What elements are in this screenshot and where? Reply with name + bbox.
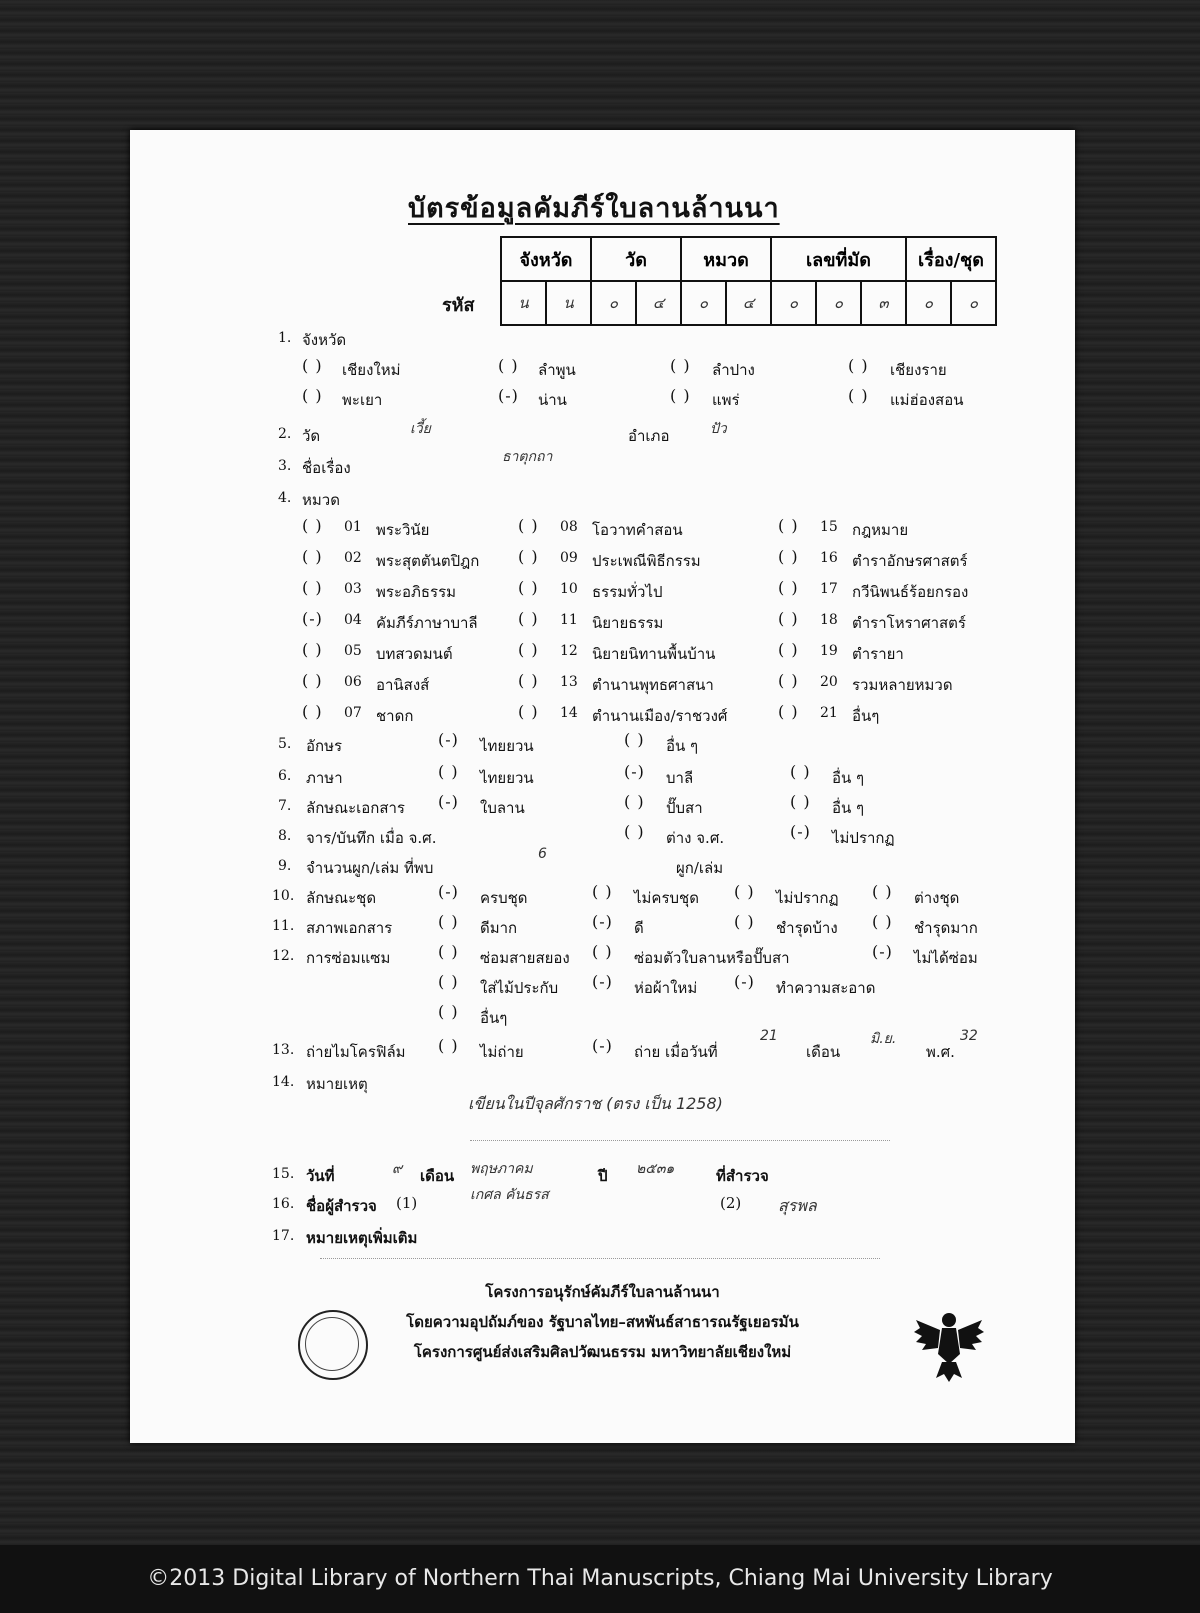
microfilm-label: ถ่ายไมโครฟิล์ม [306, 1043, 406, 1061]
category-checkbox[interactable]: ( ) [518, 702, 539, 721]
remarks-value: เขียนในปีจุลศักราช (ตรง เป็น 1258) [468, 1094, 723, 1113]
month-label: เดือน [806, 1043, 841, 1061]
item-number: 17. [272, 1228, 295, 1244]
category-checkbox[interactable]: ( ) [778, 702, 799, 721]
checkbox[interactable]: ( ) [670, 356, 691, 375]
district-label: อำเภอ [628, 427, 670, 445]
checkbox[interactable]: ( ) [734, 882, 755, 901]
category-checkbox[interactable]: ( ) [518, 640, 539, 659]
code-cell: ๔ [636, 281, 681, 325]
footer-line-1: โครงการอนุรักษ์คัมภีร์ใบลานล้านนา [485, 1283, 720, 1301]
category-label: หมวด [302, 491, 340, 509]
category-code: 09 [560, 550, 578, 566]
option-label: ไทยยวน [480, 769, 534, 787]
category-checkbox[interactable]: ( ) [302, 702, 323, 721]
category-label: บทสวดมนต์ [376, 645, 453, 663]
card-title: บัตรข้อมูลคัมภีร์ใบลานล้านนา [408, 193, 780, 224]
month-label: เดือน [420, 1167, 455, 1185]
code-cell: ๐ [681, 281, 726, 325]
category-label: อื่นๆ [852, 707, 880, 725]
option-label: อื่น ๆ [832, 769, 865, 787]
category-code: 02 [344, 550, 362, 566]
microfilm-year: 32 [960, 1028, 978, 1044]
inscription-date-label: จาร/บันทึก เมื่อ จ.ศ. [306, 829, 437, 847]
option-label: ครบชุด [480, 889, 528, 907]
condition-label: สภาพเอกสาร [306, 919, 393, 937]
checkbox[interactable]: ( ) [592, 882, 613, 901]
category-label: กฎหมาย [852, 521, 909, 539]
category-code: 15 [820, 519, 838, 535]
checkbox[interactable]: (-) [438, 792, 459, 811]
option-label: อื่น ๆ [832, 799, 865, 817]
surveyor-2-name: สุรพล [778, 1196, 817, 1215]
item-number: 1. [278, 330, 292, 346]
item-number: 8. [278, 828, 292, 844]
checkbox[interactable]: ( ) [848, 386, 869, 405]
footer-line-3: โครงการศูนย์ส่งเสริมศิลปวัฒนธรรม มหาวิทยาลัยเชียงใหม่ [413, 1343, 792, 1361]
category-checkbox[interactable]: ( ) [778, 671, 799, 690]
category-checkbox[interactable]: ( ) [518, 609, 539, 628]
checkbox[interactable]: (-) [592, 972, 613, 991]
option-label: บาลี [666, 769, 694, 787]
checkbox[interactable]: ( ) [624, 730, 645, 749]
category-checkbox[interactable]: (-) [302, 609, 323, 628]
code-cell: ๔ [726, 281, 771, 325]
checkbox[interactable]: ( ) [438, 912, 459, 931]
category-code: 14 [560, 705, 578, 721]
surveyor-number: (1) [396, 1194, 418, 1212]
category-code: 01 [344, 519, 362, 535]
category-checkbox[interactable]: ( ) [778, 609, 799, 628]
checkbox[interactable]: (-) [498, 386, 519, 405]
district-value: ปัว [710, 421, 727, 437]
language-label: ภาษา [306, 769, 343, 787]
checkbox[interactable]: ( ) [438, 942, 459, 961]
category-checkbox[interactable]: ( ) [518, 516, 539, 535]
checkbox[interactable]: (-) [438, 730, 459, 749]
category-code: 05 [344, 643, 362, 659]
option-label: ไม่ครบชุด [634, 889, 699, 907]
option-label: ไม่ปรากฏ [832, 829, 895, 847]
category-label: นิยายธรรม [592, 614, 664, 632]
category-label: พระสุตตันตปิฎก [376, 552, 480, 570]
option-label: ซ่อมสายสยอง [480, 949, 570, 967]
category-label: นิยายนิทานพื้นบ้าน [592, 645, 716, 663]
code-table [500, 236, 997, 326]
code-cell: ๐ [906, 281, 951, 325]
fascicle-count-label: จำนวนผูก/เล่ม ที่พบ [306, 859, 434, 877]
code-cell: ๓ [861, 281, 906, 325]
option-label: แพร่ [712, 391, 740, 409]
item-number: 4. [278, 490, 292, 506]
checkbox[interactable]: ( ) [872, 912, 893, 931]
category-code: 11 [560, 612, 578, 628]
checkbox[interactable]: (-) [438, 882, 459, 901]
code-cell: น [546, 281, 591, 325]
dotted-line [320, 1258, 880, 1259]
year-label: พ.ศ. [926, 1043, 955, 1061]
item-number: 3. [278, 458, 292, 474]
survey-day: ๙ [392, 1161, 403, 1177]
category-code: 12 [560, 643, 578, 659]
option-label: ลำปาง [712, 361, 755, 379]
checkbox[interactable]: ( ) [848, 356, 869, 375]
script-label: อักษร [306, 737, 343, 755]
item-number: 12. [272, 948, 295, 964]
code-header: เลขที่มัด [771, 237, 906, 281]
year-label: ปี [598, 1167, 608, 1185]
german-eagle-icon [914, 1308, 984, 1382]
date-label: วันที่ [306, 1167, 335, 1185]
remarks-label: หมายเหตุ [306, 1075, 368, 1093]
category-checkbox[interactable]: ( ) [518, 578, 539, 597]
option-label: ลำพูน [538, 361, 576, 379]
option-label: ไม่ได้ซ่อม [914, 949, 978, 967]
category-code: 03 [344, 581, 362, 597]
category-checkbox[interactable]: ( ) [302, 640, 323, 659]
category-label: อานิสงส์ [376, 676, 430, 694]
category-label: ประเพณีพิธีกรรม [592, 552, 701, 570]
option-label: เชียงราย [890, 361, 947, 379]
category-code: 17 [820, 581, 838, 597]
option-label: ถ่าย เมื่อวันที่ [634, 1043, 718, 1061]
category-code: 13 [560, 674, 578, 690]
checkbox[interactable]: (-) [872, 942, 893, 961]
category-code: 08 [560, 519, 578, 535]
category-label: ตำรายา [852, 645, 904, 663]
code-cell: น [501, 281, 546, 325]
code-header: จังหวัด [501, 237, 591, 281]
item-number: 5. [278, 736, 292, 752]
option-label: ซ่อมตัวใบลานหรือปั๊บสา [634, 949, 790, 967]
category-checkbox[interactable]: ( ) [518, 547, 539, 566]
checkbox[interactable]: ( ) [790, 762, 811, 781]
category-checkbox[interactable]: ( ) [302, 516, 323, 535]
code-header: หมวด [681, 237, 771, 281]
category-label: ตำราโหราศาสตร์ [852, 614, 966, 632]
item-number: 7. [278, 798, 292, 814]
checkbox[interactable]: ( ) [592, 942, 613, 961]
item-number: 11. [272, 918, 295, 934]
category-code: 21 [820, 705, 838, 721]
category-label: พระอภิธรรม [376, 583, 457, 601]
footer-line-2: โดยความอุปถัมภ์ของ รัฐบาลไทย–สหพันธ์สาธารณรัฐเยอรมัน [406, 1313, 799, 1331]
category-checkbox[interactable]: ( ) [778, 516, 799, 535]
checkbox[interactable]: ( ) [498, 356, 519, 375]
category-code: 04 [344, 612, 362, 628]
code-header: เรื่อง/ชุด [906, 237, 996, 281]
surveyor-label: ชื่อผู้สำรวจ [306, 1197, 377, 1215]
category-label: ตำราอักษรศาสตร์ [852, 552, 968, 570]
category-checkbox[interactable]: ( ) [302, 671, 323, 690]
option-label: ใบลาน [480, 799, 525, 817]
checkbox[interactable]: ( ) [670, 386, 691, 405]
category-checkbox[interactable]: ( ) [518, 671, 539, 690]
category-label: ตำนานเมือง/ราชวงศ์ [592, 707, 728, 725]
microfilm-month: มิ.ย. [870, 1031, 897, 1047]
option-label: อื่น ๆ [666, 737, 699, 755]
copyright-bar: ©2013 Digital Library of Northern Thai Manuscripts, Chiang Mai University Library [0, 1545, 1200, 1613]
option-label: ชำรุดบ้าง [776, 919, 838, 937]
repair-label: การซ่อมแซม [306, 949, 391, 967]
category-code: 10 [560, 581, 578, 597]
category-checkbox[interactable]: ( ) [302, 547, 323, 566]
option-label: ปั๊บสา [666, 799, 703, 817]
code-cell: ๐ [771, 281, 816, 325]
survey-month: พฤษภาคม [470, 1161, 533, 1177]
item-number: 14. [272, 1074, 295, 1090]
option-label: ทำความสะอาด [776, 979, 876, 997]
checkbox[interactable]: ( ) [624, 792, 645, 811]
dotted-line [470, 1140, 890, 1141]
temple-value: เวี้ย [410, 421, 431, 437]
checkbox[interactable]: (-) [734, 972, 755, 991]
fascicle-unit: ผูก/เล่ม [676, 859, 724, 877]
checkbox[interactable]: ( ) [302, 356, 323, 375]
checkbox[interactable]: ( ) [438, 972, 459, 991]
code-cell: ๐ [591, 281, 636, 325]
category-checkbox[interactable]: ( ) [778, 547, 799, 566]
option-label: ไทยยวน [480, 737, 534, 755]
category-label: กวีนิพนธ์ร้อยกรอง [852, 583, 969, 601]
option-label: ใส่ไม้ประกับ [480, 979, 559, 997]
option-label: ไม่ปรากฏ [776, 889, 839, 907]
story-title-value: ธาตุกถา [502, 449, 553, 465]
option-label: ดี [634, 919, 644, 937]
category-checkbox[interactable]: ( ) [302, 578, 323, 597]
checkbox[interactable]: ( ) [302, 386, 323, 405]
checkbox[interactable]: (-) [592, 912, 613, 931]
checkbox[interactable]: ( ) [438, 1002, 459, 1021]
category-checkbox[interactable]: ( ) [778, 640, 799, 659]
category-label: โอวาทคำสอน [592, 521, 683, 539]
checkbox[interactable]: ( ) [734, 912, 755, 931]
category-code: 19 [820, 643, 838, 659]
item-number: 13. [272, 1042, 295, 1058]
code-label: รหัส [442, 295, 475, 316]
checkbox[interactable]: ( ) [872, 882, 893, 901]
checkbox[interactable]: ( ) [438, 762, 459, 781]
option-label: อื่นๆ [480, 1009, 508, 1027]
document-type-label: ลักษณะเอกสาร [306, 799, 405, 817]
survey-place-label: ที่สำรวจ [716, 1167, 769, 1185]
manuscript-data-card [130, 130, 1075, 1443]
item-number: 6. [278, 768, 292, 784]
item-number: 2. [278, 426, 292, 442]
option-label: ไม่ถ่าย [480, 1043, 524, 1061]
surveyor-number: (2) [720, 1194, 742, 1212]
category-label: ตำนานพุทธศาสนา [592, 676, 714, 694]
fascicle-count-value: 6 [538, 846, 547, 862]
set-status-label: ลักษณะชุด [306, 889, 377, 907]
microfilm-day: 21 [760, 1028, 778, 1044]
temple-label: วัด [302, 427, 321, 445]
option-label: ดีมาก [480, 919, 518, 937]
additional-remarks-label: หมายเหตุเพิ่มเติม [306, 1229, 418, 1247]
code-cell: ๐ [951, 281, 996, 325]
option-label: ต่าง จ.ศ. [666, 829, 725, 847]
category-label: รวมหลายหมวด [852, 676, 953, 694]
code-header: วัด [591, 237, 681, 281]
checkbox[interactable]: ( ) [790, 792, 811, 811]
category-label: พระวินัย [376, 521, 430, 539]
category-label: ธรรมทั่วไป [592, 583, 663, 601]
category-code: 07 [344, 705, 362, 721]
surveyor-1-name: เกศล คันธรส [470, 1187, 549, 1203]
checkbox[interactable]: (-) [592, 1036, 613, 1055]
option-label: ชำรุดมาก [914, 919, 978, 937]
seal-inner-ring [305, 1317, 359, 1371]
code-cell: ๐ [816, 281, 861, 325]
option-label: เชียงใหม่ [342, 361, 401, 379]
option-label: ห่อผ้าใหม่ [634, 979, 698, 997]
category-code: 16 [820, 550, 838, 566]
option-label: ต่างชุด [914, 889, 960, 907]
category-label: ชาดก [376, 707, 414, 725]
option-label: แม่ฮ่องสอน [890, 391, 964, 409]
item-number: 9. [278, 858, 292, 874]
checkbox[interactable]: ( ) [624, 822, 645, 841]
category-code: 06 [344, 674, 362, 690]
checkbox[interactable]: (-) [790, 822, 811, 841]
category-code: 18 [820, 612, 838, 628]
option-label: น่าน [538, 391, 567, 409]
category-label: คัมภีร์ภาษาบาลี [376, 614, 478, 632]
item-number: 10. [272, 888, 295, 904]
category-code: 20 [820, 674, 838, 690]
survey-year: ๒๕๓๑ [636, 1161, 675, 1177]
province-label: จังหวัด [302, 331, 347, 349]
story-title-label: ชื่อเรื่อง [302, 459, 351, 477]
checkbox[interactable]: ( ) [438, 1036, 459, 1055]
option-label: พะเยา [342, 391, 383, 409]
checkbox[interactable]: (-) [624, 762, 645, 781]
item-number: 16. [272, 1196, 295, 1212]
category-checkbox[interactable]: ( ) [778, 578, 799, 597]
item-number: 15. [272, 1166, 295, 1182]
